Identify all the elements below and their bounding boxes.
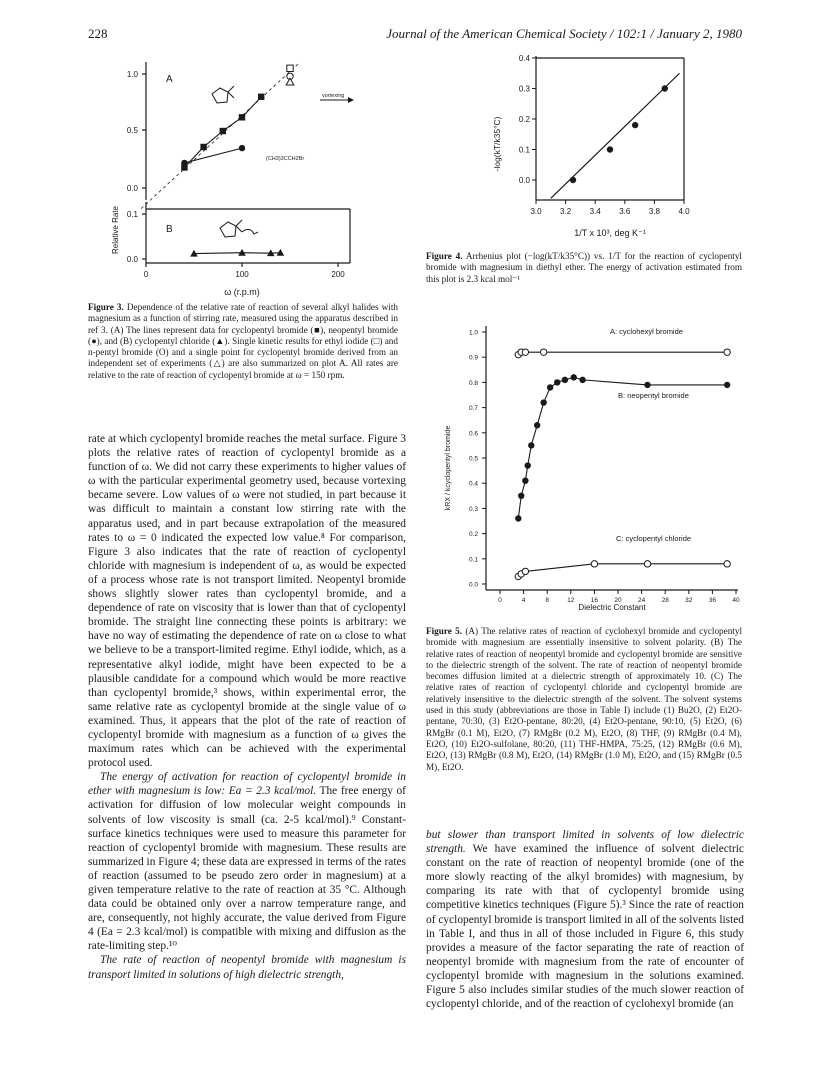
fig5-ytick-8: 0.2 <box>468 531 478 539</box>
fig5-xlabel: Dielectric Constant <box>578 603 646 612</box>
fig5-label-a: A: cyclohexyl bromide <box>610 327 683 336</box>
fig5-ytick-2: 0.8 <box>468 379 478 387</box>
cyclopentyl-chloride-structure <box>220 220 258 237</box>
fig3-point-s1-1 <box>239 145 245 151</box>
fig3-trend-dashed <box>141 63 299 209</box>
fig3-ytick-a-3: 0.0 <box>126 184 138 193</box>
fig5-point-s1-3 <box>525 462 531 468</box>
fig5-point-s1-4 <box>528 442 534 448</box>
fig5-point-s2-2 <box>522 568 528 574</box>
fig5-xtick-5: 20 <box>614 597 622 604</box>
right-paragraph-1-heading: but slower than transport limited in solvents of low dielectric strength. <box>426 829 744 856</box>
fig5-line-2 <box>518 564 727 577</box>
fig5-point-s1-2 <box>522 477 528 483</box>
fig3-ytick-a-2: 0.5 <box>126 126 138 135</box>
fig4-point-0 <box>570 177 576 183</box>
fig5-point-s2-3 <box>591 561 597 567</box>
fig5-point-s1-13 <box>724 382 730 388</box>
fig5-ytick-7: 0.3 <box>468 505 478 513</box>
fig4-point-1 <box>607 146 613 152</box>
fig5-xtick-4: 16 <box>590 597 599 604</box>
left-column-text <box>88 432 406 982</box>
fig3-axes <box>142 62 350 267</box>
fig3-panel-b-label: B <box>166 224 173 235</box>
fig5-label-b: B: neopentyl bromide <box>618 391 689 400</box>
fig5-ytick-10: 0.0 <box>468 581 478 589</box>
figure-4-caption-text: Arrhenius plot (−log(kT/k35°C)) vs. 1/T for the reaction of cyclopentyl bromide with magnesium in diethyl ether. The energy of activation estimated from this plot is 2.3 kcal mol⁻¹ <box>426 251 742 284</box>
fig4-ytick-3: 0.1 <box>518 145 530 155</box>
left-paragraph-1: rate at which cyclopentyl bromide reaches the metal surface. Figure 3 plots the relative rates of reaction of cyclopentyl bromide as a function of ω. We did not carry these experiments to higher values of ω with the particular experimental geometry used, because vortexing became severe. Low values of ω were not studied, in part because it was difficult to maintain a constant low stirring rate with the apparatus used, and in part because extrapolation of the measured rates to ω = 0 indicated the expected low value.⁸ For comparison, Figure 3 also indicates that the rate of reaction of cyclopentyl chloride with magnesium is independent of ω, as would be expected of a process whose rate is not transport limited. Neopentyl bromide shows slightly slower rates than cyclopentyl bromide, and a dependence of rate on viscosity that is lower than that of cyclopentyl bromide. The straight line connecting these points is arbitrary: we have no way of estimating the dependence of rate on ω close to what we believe to be a transport-limited regime. Ethyl iodide, which, as a representative alkyl iodide, might have been expected to be a plausible candidate for a compound which would be more reactive than cyclopentyl bromide,³ shows, within experimental error, the same relative rate as cyclopentyl bromide at the single value of ω examined. Thus, it appears that the plot of the rate of reaction of cyclopentyl bromide with magnesium as a function of ω gives the maximum rates which can be achieved with the experimental protocol used. <box>88 433 406 770</box>
fig5-xtick-1: 4 <box>521 597 526 604</box>
fig5-axes <box>486 326 738 590</box>
fig5-ytick-5: 0.5 <box>468 455 478 463</box>
fig4-xtick-4: 3.8 <box>648 207 660 216</box>
fig4-xlabel: 1/T x 10³, deg K⁻¹ <box>574 228 646 238</box>
fig5-point-s1-5 <box>534 422 540 428</box>
journal-header: Journal of the American Chemical Society / 102:1 / January 2, 1980 <box>386 26 742 41</box>
fig5-ytick-0: 1.0 <box>468 329 478 337</box>
fig5-point-s1-8 <box>554 379 560 385</box>
fig5-point-s0-4 <box>724 349 730 355</box>
fig5-ytick-3: 0.7 <box>468 405 478 413</box>
fig5-xtick-6: 24 <box>637 597 646 604</box>
figure-3-chart <box>82 52 392 298</box>
fig4-ytick-1: 0.3 <box>518 84 530 94</box>
fig5-point-s2-4 <box>644 561 650 567</box>
fig3-ytick-b-1: 0.1 <box>126 210 138 219</box>
fig5-xtick-8: 32 <box>685 597 693 604</box>
right-paragraph-1-body: We have examined the influence of solvent dielectric constant on the rate of reaction of neopentyl bromide (one of the more slowly reacting of the alkyl bromides) with magnesium, by comparing its rate with that of cyclopentyl bromide using competitive kinetics techniques (Figure 5).³ Since the rate of reaction of cyclopentyl bromide is transport limited in all of the solvents listed in Table I, and thus in all of those included in Figure 6, this study provides a measure of the factor separating the rate of reaction of neopentyl bromide with magnesium from the rate of encounter of cyclopentyl bromide with magnesium in the solutions examined. Figure 5 also includes similar studies of the much slower reaction of cyclopentyl chloride, and of the reaction of cyclohexyl bromide (an <box>426 843 744 1011</box>
fig5-point-s1-6 <box>540 399 546 405</box>
fig5-point-s1-9 <box>562 377 568 383</box>
fig5-point-s2-5 <box>724 561 730 567</box>
fig5-xtick-9: 36 <box>708 597 717 604</box>
fig4-point-2 <box>632 122 638 128</box>
fig5-ytick-6: 0.4 <box>468 480 478 488</box>
fig4-ylabel: -log(kT/k35°C) <box>492 116 502 172</box>
fig3-vortexing-label: vortexing <box>322 93 345 99</box>
fig3-point-s2-0 <box>287 65 293 71</box>
fig3-xlabel: ω (r.p.m) <box>224 287 260 297</box>
fig5-ytick-4: 0.6 <box>468 430 478 438</box>
fig3-xtick-200: 200 <box>331 270 345 279</box>
fig5-xtick-7: 28 <box>661 597 669 604</box>
figure-5-caption-text: (A) The relative rates of reaction of cyclohexyl bromide and cyclopentyl bromide with magnesium are essentially insensitive to solvent polarity. (B) The relative rates of reaction of neopentyl bromide and cyclopentyl bromide are sensitive to the dielectric strength of the solvent. The rate of reaction of neopentyl bromide becomes diffusion limited at a dielectric strength of approximately 10. (C) The relative rates of reaction of cyclopentyl chloride and cyclopentyl bromide are relatively insensitive to the dielectric strength of the solvent. The solvent systems used in this study (abbreviations are those in Table I) include (1) Bu2O, (2) Et2O-pentane, 70:30, (3) Et2O-pentane, 80:20, (4) Et2O-pentane, 90:10, (5) Et2O, (6) RMgBr (0.1 M), Et2O, (7) RMgBr (0.2 M), Et2O, (8) THF, (9) RMgBr (0.4 M), Et2O, (10) Et2O-sulfolane, 80:20, (11) THF-HMPA, 75:25, (12) RMgBr (0.6 M), Et2O, (13) RMgBr (0.8 M), Et2O, (14) RMgBr (1.0 M), Et2O, and (15) RMgBr (0.5 M), Et2O. <box>426 626 743 772</box>
fig5-point-s1-10 <box>571 374 577 380</box>
fig5-point-s1-12 <box>644 382 650 388</box>
fig4-xtick-2: 3.4 <box>589 207 601 216</box>
fig5-point-s1-1 <box>518 493 524 499</box>
fig3-point-s4-0 <box>286 78 294 85</box>
fig4-point-3 <box>662 85 668 91</box>
fig4-xtick-3: 3.6 <box>619 207 631 216</box>
fig3-point-s0-4 <box>258 94 264 100</box>
left-paragraph-2-heading: The energy of activation for reaction of cyclopentyl bromide in ether with magnesium is low: Ea = 2.3 kcal/mol. <box>88 771 406 798</box>
fig5-xtick-10: 40 <box>732 597 740 604</box>
fig3-ylabel: Relative Rate <box>111 205 120 255</box>
fig5-point-s0-3 <box>540 349 546 355</box>
fig4-ytick-2: 0.2 <box>518 115 530 124</box>
fig4-ytick-0: 0.4 <box>518 54 530 63</box>
fig5-point-s1-0 <box>515 515 521 521</box>
left-paragraph-2-body: The free energy of activation for diffusion of low molecular weight compounds in solvents of low viscosity is small (ca. 2-5 kcal/mol).⁹ Constant-surface kinetics techniques were used to measure this parameter for reaction of cyclopentyl bromide with magnesium. These results are summarized in Figure 4; these data are expressed in terms of the rates of reaction (assumed to be pseudo zero order in magnesium) at a given temperature relative to the rate of reaction at 35 °C. Although data could be obtained only over a narrow temperature range, and are, consequently, not highly accurate, the value derived from Figure 4 (Ea = 2.3 kcal/mol) is compatible with mixing and diffusion as the rate-limiting step.¹⁰ <box>88 785 406 953</box>
figure-4-caption-label: Figure 4. <box>426 251 463 261</box>
figure-5-caption-label: Figure 5. <box>426 626 463 636</box>
fig3-line-1 <box>184 148 242 163</box>
right-column-text <box>426 828 744 1011</box>
fig4-axes <box>536 56 684 200</box>
fig3-line-5 <box>194 253 280 254</box>
fig3-point-s0-2 <box>220 128 226 134</box>
figure-4-chart <box>470 48 720 246</box>
figure-5-chart <box>428 318 748 614</box>
fig5-point-s1-7 <box>547 384 553 390</box>
fig3-xtick-100: 100 <box>235 270 249 279</box>
figure-3-caption <box>88 302 398 381</box>
fig3-neopentyl-label: (CH3)3CCH2Br <box>266 156 305 162</box>
fig3-ytick-a-1: 1.0 <box>126 70 138 79</box>
figure-3-caption-label: Figure 3. <box>88 302 124 312</box>
fig5-point-s0-2 <box>522 349 528 355</box>
fig3-xtick-0: 0 <box>143 270 149 279</box>
fig4-xtick-1: 3.2 <box>560 207 572 216</box>
fig4-xtick-5: 4.0 <box>678 207 690 216</box>
cyclopentyl-bromide-structure <box>212 86 234 103</box>
fig3-point-s0-3 <box>239 114 245 120</box>
fig5-ylabel: kRX / kcyclopentyl bromide <box>445 425 452 511</box>
fig3-point-s0-1 <box>200 144 206 150</box>
fig5-xtick-0: 0 <box>498 597 502 604</box>
right-paragraph-1 <box>426 828 744 1011</box>
fig3-point-s1-0 <box>181 160 187 166</box>
figure-3-caption-text: Dependence of the relative rate of reaction of several alkyl halides with magnesium as a function of stirring rate, measured using the apparatus described in ref 3. (A) The lines represent data for cyclopentyl bromide (■), neopentyl bromide (●), and (B) cyclopentyl chloride (▲). Single kinetic results for ethyl iodide (□) and n-pentyl bromide (O) and a single point for cyclopentyl bromide derived from an independent set of experiments (△) are also summarized on plot A. All rates are relative to the rate of reaction of cyclopentyl bromide at ω = 150 rpm. <box>88 302 398 380</box>
left-paragraph-3: The rate of reaction of neopentyl bromide with magnesium is transport limited in solutions of high dielectric strength, <box>88 954 406 981</box>
left-paragraph-2 <box>88 770 406 953</box>
fig5-ytick-1: 0.9 <box>468 354 478 362</box>
fig4-xtick-0: 3.0 <box>530 207 542 216</box>
fig5-label-c: C: cyclopentyl chloride <box>616 534 692 543</box>
fig5-ytick-9: 0.1 <box>468 556 478 564</box>
fig3-ytick-b-2: 0.0 <box>126 255 138 264</box>
fig3-panel-a-label: A <box>166 74 173 85</box>
page-number: 228 <box>88 26 108 41</box>
fig5-line-0 <box>518 352 727 355</box>
figure-4-caption <box>426 251 742 285</box>
fig5-xtick-2: 8 <box>545 597 550 604</box>
figure-5-caption <box>426 626 742 773</box>
fig4-ytick-4: 0.0 <box>518 176 530 185</box>
vortexing-arrowhead <box>348 97 354 103</box>
fig5-point-s1-11 <box>579 377 585 383</box>
fig5-xtick-3: 12 <box>567 597 575 604</box>
